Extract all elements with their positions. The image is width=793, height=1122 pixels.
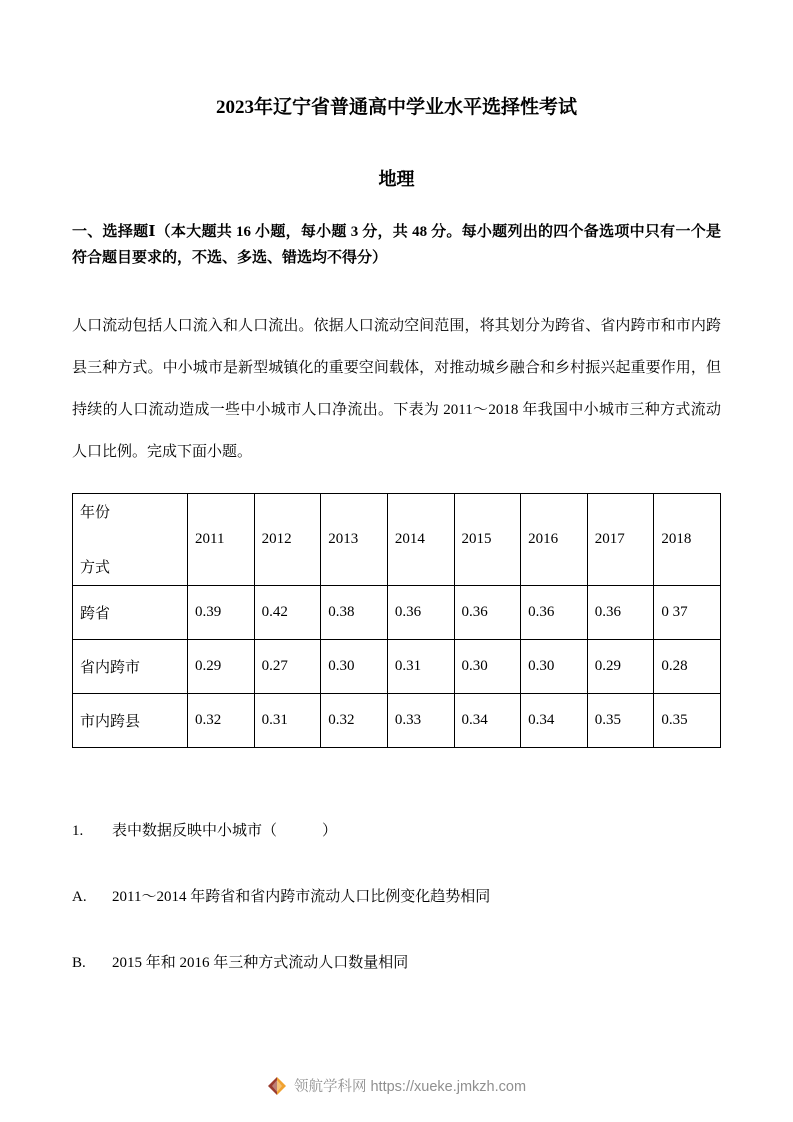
table-cell: 0.38 <box>321 585 388 639</box>
table-cell: 0.36 <box>387 585 454 639</box>
question-number: 1. <box>72 822 84 839</box>
table-cell: 0.39 <box>188 585 255 639</box>
migration-data-table <box>72 493 721 748</box>
table-cell: 0.33 <box>387 693 454 747</box>
table-cell: 0.32 <box>321 693 388 747</box>
site-logo-icon <box>267 1076 287 1096</box>
year-header: 2014 <box>387 493 454 585</box>
year-header: 2011 <box>188 493 255 585</box>
table-cell: 0.29 <box>188 639 255 693</box>
table-cell: 0.30 <box>521 639 588 693</box>
table-cell: 0 37 <box>654 585 721 639</box>
table-row <box>73 639 721 693</box>
row-label: 市内跨县 <box>73 693 188 747</box>
table-row <box>73 693 721 747</box>
table-cell: 0.35 <box>587 693 654 747</box>
table-cell: 0.30 <box>321 639 388 693</box>
corner-label-year: 年份 <box>80 505 111 522</box>
table-cell: 0.31 <box>387 639 454 693</box>
table-cell: 0.34 <box>521 693 588 747</box>
table-header-row <box>73 493 721 585</box>
question-stem <box>72 820 721 842</box>
page-subtitle: 地理 <box>378 168 415 189</box>
footer-watermark-text: 领航学科网 https://xueke.jmkzh.com <box>293 1079 527 1095</box>
table-cell: 0.42 <box>254 585 321 639</box>
table-cell: 0.31 <box>254 693 321 747</box>
option-b <box>72 952 721 974</box>
table-cell: 0.30 <box>454 639 521 693</box>
table-cell: 0.27 <box>254 639 321 693</box>
year-header: 2016 <box>521 493 588 585</box>
table-cell: 0.28 <box>654 639 721 693</box>
year-header: 2012 <box>254 493 321 585</box>
table-row <box>73 585 721 639</box>
table-cell: 0.36 <box>521 585 588 639</box>
row-label: 跨省 <box>73 585 188 639</box>
table-corner-cell <box>73 493 188 585</box>
year-header: 2015 <box>454 493 521 585</box>
year-header: 2017 <box>587 493 654 585</box>
table-cell: 0.29 <box>587 639 654 693</box>
option-a <box>72 886 721 908</box>
option-letter: B. <box>72 954 86 971</box>
page-footer <box>0 1075 793 1096</box>
table-cell: 0.36 <box>587 585 654 639</box>
option-letter: A. <box>72 888 87 905</box>
option-text: 2011～2014 年跨省和省内跨市流动人口比例变化趋势相同 <box>112 888 491 905</box>
year-header: 2018 <box>654 493 721 585</box>
row-label: 省内跨市 <box>73 639 188 693</box>
table-cell: 0.32 <box>188 693 255 747</box>
passage-text: 人口流动包括人口流入和人口流出。依据人口流动空间范围，将其划分为跨省、省内跨市和市内跨县三种方式。中小城市是新型城镇化的重要空间载体，对推动城乡融合和乡村振兴起重要作用，但持续的人口流动造成一些中小城市人口净流出。下表为 2011～2018 年我国中小城市三种方式流动人口比例。完成下面小题。 <box>72 317 721 460</box>
page-title: 2023年辽宁省普通高中学业水平选择性考试 <box>215 97 577 118</box>
corner-label-mode: 方式 <box>80 560 111 577</box>
section-heading: 一、选择题Ⅰ（本大题共 16 小题，每小题 3 分，共 48 分。每小题列出的四个备选项中只有一个是符合题目要求的，不选、多选、错选均不得分） <box>72 223 721 266</box>
question-text: 表中数据反映中小城市（ ） <box>112 822 338 839</box>
table-cell: 0.34 <box>454 693 521 747</box>
table-cell: 0.35 <box>654 693 721 747</box>
table-cell: 0.36 <box>454 585 521 639</box>
option-text: 2015 年和 2016 年三种方式流动人口数量相同 <box>112 954 409 971</box>
year-header: 2013 <box>321 493 388 585</box>
